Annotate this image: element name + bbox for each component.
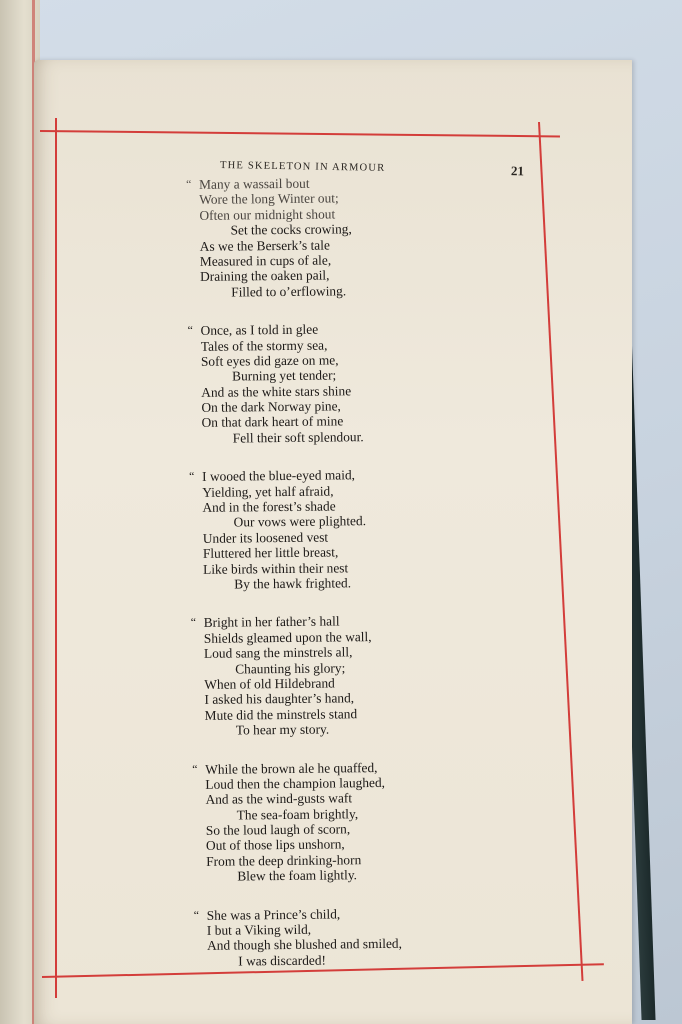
verse-text: While the brown ale he quaffed, xyxy=(205,759,378,777)
verse-line xyxy=(193,866,493,885)
verse-text: Our vows were plighted. xyxy=(233,513,367,530)
verse-text: And as the white stars shine xyxy=(201,382,352,400)
verse-text: She was a Prince’s child, xyxy=(206,906,341,923)
verse-text: Yielding, yet half afraid, xyxy=(202,483,334,500)
verse-text: Mute did the minstrels stand xyxy=(204,705,358,723)
verse-text: Burning yet tender; xyxy=(232,367,337,384)
stanza xyxy=(186,174,487,300)
verse-text: And as the wind-gusts waft xyxy=(205,790,353,808)
stanza xyxy=(192,758,493,884)
verse-text: Blew the foam lightly. xyxy=(237,867,358,884)
opening-quote: “ xyxy=(189,469,195,484)
verse-text: Measured in cups of ale, xyxy=(199,252,332,269)
verse-text: When of old Hildebrand xyxy=(204,675,335,692)
verse-text: Tales of the stormy sea, xyxy=(200,337,328,354)
verse-text: On the dark Norway pine, xyxy=(201,398,341,415)
opening-quote: “ xyxy=(190,615,197,630)
page-number: 21 xyxy=(510,163,525,179)
poem-body xyxy=(186,174,495,992)
verse-text: Loud then the champion laughed, xyxy=(205,774,386,792)
verse-line xyxy=(186,174,486,193)
verse-text: Fell their soft splendour. xyxy=(232,429,364,446)
verse-text: I asked his daughter’s hand, xyxy=(204,690,355,708)
verse-text: Set the cocks crowing, xyxy=(230,221,352,238)
verse-line xyxy=(192,758,492,777)
verse-text: From the deep drinking-horn xyxy=(206,852,362,869)
opening-quote: “ xyxy=(187,323,194,338)
verse-text: Often our midnight shout xyxy=(199,206,336,223)
opening-quote: “ xyxy=(192,761,198,776)
red-rule-left xyxy=(55,118,57,998)
verse-text: To hear my story. xyxy=(235,721,330,738)
verse-text: Shields gleamed upon the wall, xyxy=(203,628,372,646)
verse-text: Chaunting his glory; xyxy=(235,659,346,677)
stanza xyxy=(194,904,495,969)
verse-line xyxy=(189,428,489,447)
verse-line xyxy=(192,720,492,739)
verse-text: Filled to o’erflowing. xyxy=(231,283,347,300)
verse-line xyxy=(191,612,491,631)
verse-text: Soft eyes did gaze on me, xyxy=(200,352,339,369)
verse-text: Fluttered her little breast, xyxy=(202,544,339,562)
opening-quote: “ xyxy=(193,907,200,922)
stanza xyxy=(189,466,490,592)
verse-text: The sea-foam brightly, xyxy=(236,805,359,823)
verse-line xyxy=(187,282,487,301)
verse-text: I but a Viking wild, xyxy=(206,921,312,938)
verse-line xyxy=(189,466,489,485)
verse-text: Loud sang the minstrels all, xyxy=(203,644,353,661)
opening-quote: “ xyxy=(186,176,192,191)
verse-text: Many a wassail bout xyxy=(198,175,310,192)
verse-text: And though she blushed and smiled, xyxy=(206,936,403,954)
verse-text: I wooed the blue-eyed maid, xyxy=(202,467,356,485)
verse-text: On that dark heart of mine xyxy=(201,413,344,431)
verse-text: And in the forest’s shade xyxy=(202,498,336,515)
verse-line xyxy=(188,320,488,339)
verse-text: So the loud laugh of scorn, xyxy=(205,821,351,838)
verse-text: Like birds within their nest xyxy=(203,559,349,577)
verse-line xyxy=(190,574,490,593)
verse-line xyxy=(194,951,494,970)
verse-text: Once, as I told in glee xyxy=(200,321,319,338)
verse-text: Bright in her father’s hall xyxy=(203,613,340,631)
running-title: THE SKELETON IN ARMOUR xyxy=(219,160,386,174)
stanza xyxy=(191,612,492,738)
verse-text: Under its loosened vest xyxy=(202,529,329,546)
verse-text: I was discarded! xyxy=(238,952,327,969)
verse-line xyxy=(194,904,494,923)
verse-text: As we the Berserk’s tale xyxy=(199,237,330,254)
verse-text: Wore the long Winter out; xyxy=(199,190,339,208)
verse-text: By the hawk frighted. xyxy=(234,575,352,592)
verse-text: Out of those lips unshorn, xyxy=(205,836,345,854)
verse-text: Draining the oaken pail, xyxy=(199,267,330,285)
stanza xyxy=(188,320,489,446)
